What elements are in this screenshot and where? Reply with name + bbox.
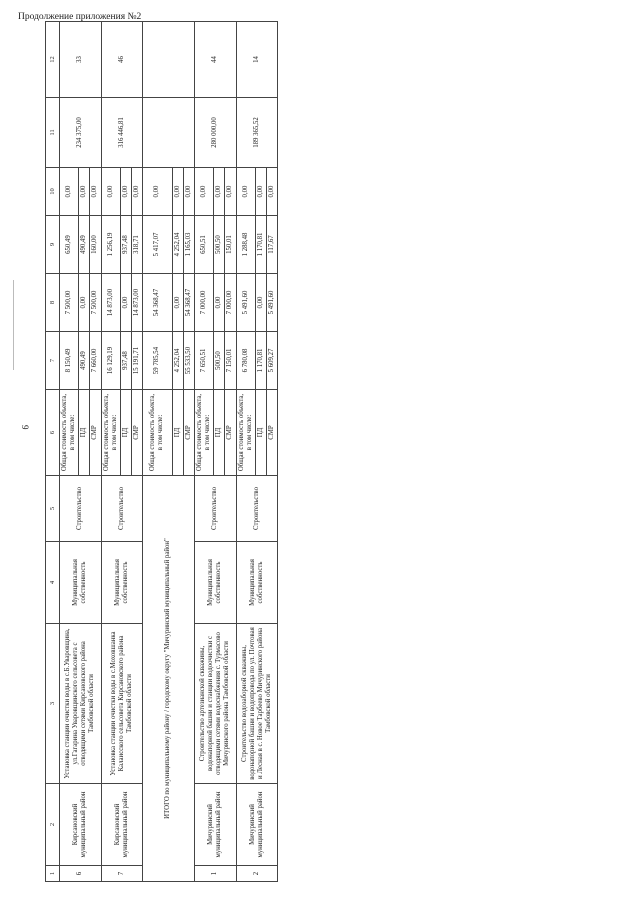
amount-cell: 650,51 (194, 216, 213, 274)
amount-cell: 0,00 (266, 168, 277, 216)
amount-cell: 500,50 (214, 216, 225, 274)
amount-cell: 0,00 (172, 274, 183, 332)
amount-cell: 7 000,00 (194, 274, 213, 332)
object-name-cell: Установка станции очистки воды в с.Б.Уваровщина, ул.Гагарина Уваровщинского сельсовета с отводящими сетями Кирсановского района Тамбовской области (60, 624, 102, 784)
amount-cell: 0,00 (143, 168, 172, 216)
amount-cell: 0,00 (255, 274, 266, 332)
table-row (101, 22, 120, 882)
amount-cell: 160,00 (90, 216, 101, 274)
amount-cell: 4 252,04 (172, 216, 183, 274)
object-name-cell: Строительство артезианской скважины, водонапорной башни и станции водоочистки с отводящими сетями водоснабжения с. Турмасово Мичуринского района Тамбовской области (194, 624, 236, 784)
ownership-cell: Муниципальная собственность (60, 542, 102, 624)
cost-label-cell: ПД (214, 390, 225, 476)
column-number: 5 (46, 476, 60, 542)
district-cell: Кирсановский муниципальный район (101, 784, 143, 866)
total-label-cell: ИТОГО по муниципальному району / городскому округу "Мичуринский муниципальный район" (143, 476, 195, 882)
cost-label-cell: СМР (132, 390, 143, 476)
amount-cell: 5 491,60 (266, 274, 277, 332)
column-number: 11 (46, 98, 60, 168)
amount-cell: 59 785,54 (143, 332, 172, 390)
column-number: 12 (46, 22, 60, 98)
amount-cell: 937,48 (120, 216, 131, 274)
cost-label-cell: СМР (225, 390, 236, 476)
amount-cell: 0,00 (90, 168, 101, 216)
amount-cell: 0,00 (79, 168, 90, 216)
column-number: 10 (46, 168, 60, 216)
cost-label-cell: ПД (79, 390, 90, 476)
column-12-cell: 46 (101, 22, 143, 98)
object-name-cell: Строительство водозаборной скважины, водонапорной башни и водопровода по ул. Почтовая и Лесная в с. Новое Тарбеево Мичуринского района Тамбовской области (236, 624, 278, 784)
amount-cell: 8 150,49 (60, 332, 79, 390)
column-number: 2 (46, 784, 60, 866)
amount-cell: 937,48 (120, 332, 131, 390)
amount-cell: 4 252,04 (172, 332, 183, 390)
amount-cell: 7 660,00 (90, 332, 101, 390)
amount-cell: 7 000,00 (225, 274, 236, 332)
cost-label-cell: Общая стоимость объекта, в том числе: (143, 390, 172, 476)
amount-cell: 0,00 (225, 168, 236, 216)
appendix-table (45, 21, 278, 882)
cost-label-cell: Общая стоимость объекта, в том числе: (101, 390, 120, 476)
amount-cell: 1 256,19 (101, 216, 120, 274)
row-number: 7 (101, 866, 143, 882)
column-number-row (46, 22, 60, 882)
amount-cell: 0,00 (172, 168, 183, 216)
cost-label-cell: Общая стоимость объекта, в том числе: (236, 390, 255, 476)
amount-cell: 0,00 (79, 274, 90, 332)
amount-cell: 500,50 (214, 332, 225, 390)
amount-cell: 14 873,00 (132, 274, 143, 332)
column-number: 3 (46, 624, 60, 784)
amount-cell: 16 129,19 (101, 332, 120, 390)
cost-label-cell: СМР (266, 390, 277, 476)
amount-cell: 55 533,50 (183, 332, 194, 390)
object-name-cell: Установка станции очистки воды в с.Моховшанка Калаисского сельсовета Кирсановского района Тамбовской области (101, 624, 143, 784)
column-number: 7 (46, 332, 60, 390)
table-body (46, 22, 278, 882)
amount-cell: 0,00 (194, 168, 213, 216)
ownership-cell: Муниципальная собственность (194, 542, 236, 624)
table-row (236, 22, 255, 882)
cost-label-cell: ПД (255, 390, 266, 476)
ownership-cell: Муниципальная собственность (101, 542, 143, 624)
amount-cell: 0,00 (120, 168, 131, 216)
amount-cell: 0,00 (183, 168, 194, 216)
amount-cell: 54 368,47 (143, 274, 172, 332)
amount-cell: 318,71 (132, 216, 143, 274)
column-number: 9 (46, 216, 60, 274)
amount-cell: 0,00 (255, 168, 266, 216)
column-number: 1 (46, 866, 60, 882)
page-number: 9 (20, 425, 30, 430)
amount-cell: 490,49 (79, 216, 90, 274)
amount-cell: 5 609,27 (266, 332, 277, 390)
column-number: 8 (46, 274, 60, 332)
row-number: 2 (236, 866, 278, 882)
amount-cell: 7 650,51 (194, 332, 213, 390)
empty-cell (143, 22, 195, 98)
amount-cell: 1 170,81 (255, 332, 266, 390)
column-11-cell: 280 000,00 (194, 98, 236, 168)
amount-cell: 0,00 (214, 168, 225, 216)
continuation-label: Продолжение приложения №2 (18, 12, 142, 22)
cost-label-cell: СМР (183, 390, 194, 476)
amount-cell: 0,00 (60, 168, 79, 216)
empty-cell (143, 98, 195, 168)
scan-margin-line (13, 280, 14, 370)
work-type-cell: Строительство (101, 476, 143, 542)
work-type-cell: Строительство (236, 476, 278, 542)
amount-cell: 490,49 (79, 332, 90, 390)
amount-cell: 117,67 (266, 216, 277, 274)
total-row (143, 22, 172, 882)
amount-cell: 54 368,47 (183, 274, 194, 332)
ownership-cell: Муниципальная собственность (236, 542, 278, 624)
cost-label-cell: ПД (120, 390, 131, 476)
cost-label-cell: Общая стоимость объекта, в том числе: (194, 390, 213, 476)
amount-cell: 7 500,00 (90, 274, 101, 332)
cost-label-cell: СМР (90, 390, 101, 476)
amount-cell: 7 500,00 (60, 274, 79, 332)
column-number: 6 (46, 390, 60, 476)
amount-cell: 7 150,01 (225, 332, 236, 390)
amount-cell: 1 288,48 (236, 216, 255, 274)
work-type-cell: Строительство (60, 476, 102, 542)
amount-cell: 0,00 (214, 274, 225, 332)
amount-cell: 14 873,00 (101, 274, 120, 332)
district-cell: Мичуринский муниципальный район (236, 784, 278, 866)
district-cell: Кирсановский муниципальный район (60, 784, 102, 866)
amount-cell: 650,49 (60, 216, 79, 274)
column-number: 4 (46, 542, 60, 624)
column-12-cell: 33 (60, 22, 102, 98)
column-11-cell: 189 365,52 (236, 98, 278, 168)
amount-cell: 5 417,07 (143, 216, 172, 274)
amount-cell: 150,01 (225, 216, 236, 274)
column-12-cell: 44 (194, 22, 236, 98)
row-number: 6 (60, 866, 102, 882)
work-type-cell: Строительство (194, 476, 236, 542)
column-12-cell: 14 (236, 22, 278, 98)
amount-cell: 15 191,71 (132, 332, 143, 390)
amount-cell: 0,00 (101, 168, 120, 216)
cost-label-cell: ПД (172, 390, 183, 476)
amount-cell: 5 491,60 (236, 274, 255, 332)
district-cell: Мичуринский муниципальный район (194, 784, 236, 866)
table-row (194, 22, 213, 882)
column-11-cell: 316 446,81 (101, 98, 143, 168)
rotated-table-container (45, 22, 605, 882)
amount-cell: 6 780,08 (236, 332, 255, 390)
amount-cell: 1 170,81 (255, 216, 266, 274)
cost-label-cell: Общая стоимость объекта, в том числе: (60, 390, 79, 476)
amount-cell: 0,00 (132, 168, 143, 216)
column-11-cell: 234 375,00 (60, 98, 102, 168)
amount-cell: 0,00 (236, 168, 255, 216)
row-number: 1 (194, 866, 236, 882)
table-row (60, 22, 79, 882)
amount-cell: 0,00 (120, 274, 131, 332)
amount-cell: 1 165,03 (183, 216, 194, 274)
